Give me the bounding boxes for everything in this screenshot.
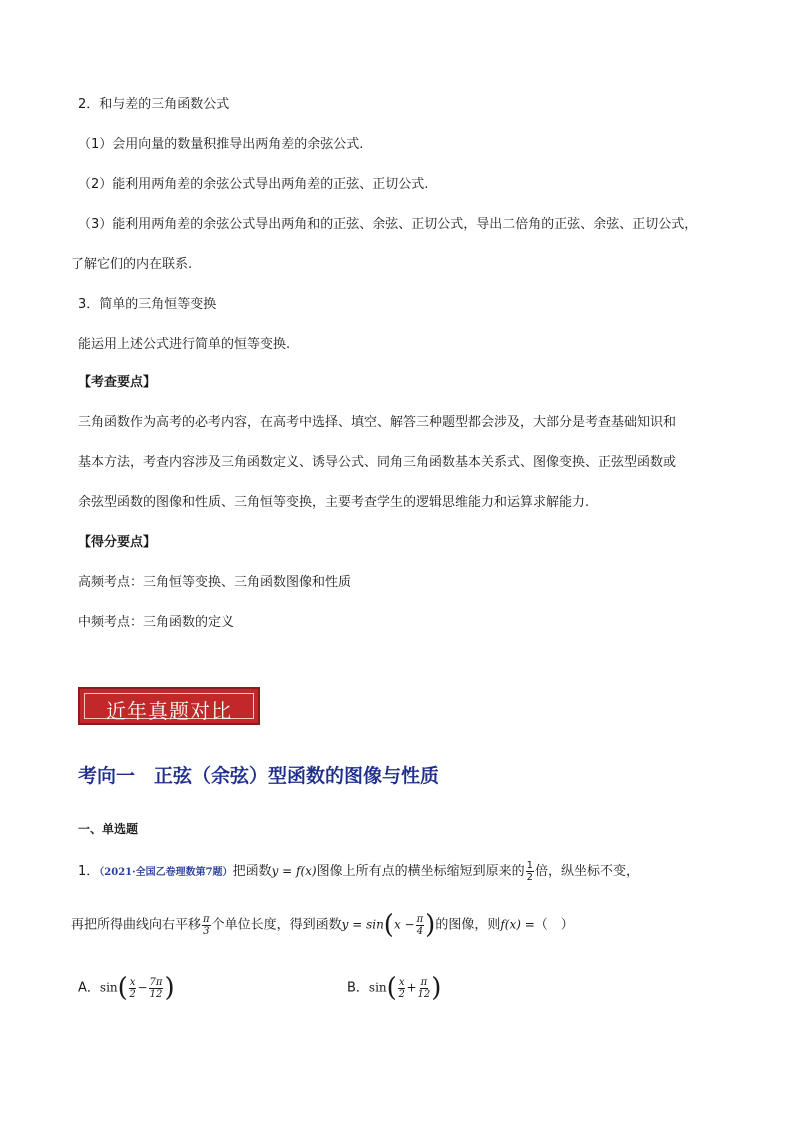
ask-fx: f(x) = [500,917,535,932]
para-exam-1: 三角函数作为高考的必考内容，在高考中选择、填空、解答三种题型都会涉及，大部分是考查基础知识和 [78,415,677,430]
option-a-paren-close: ) [164,973,175,1003]
option-b-n2: π [420,976,428,988]
target-x: x − [393,917,415,932]
high-frequency-points: 高频考点：三角恒等变换、三角函数图像和性质 [78,575,352,590]
question-number: 1． [78,864,100,879]
option-a-label: A． [78,980,100,996]
line-2-1: （1）会用向量的数量积推导出两角差的余弦公式. [78,137,364,152]
fraction-half [526,860,534,883]
paren-open: ( [383,910,394,940]
para-exam-3: 余弦型函数的图像和性质、三角恒等变换，主要考查学生的逻辑思维能力和运算求解能力. [78,495,590,510]
line-2-title: 2．和与差的三角函数公式 [78,97,230,112]
option-a[interactable] [78,975,175,1001]
q-text-6: 的图像，则 [435,917,501,933]
option-a-paren-open: ( [117,973,128,1003]
option-a-sin: sin [99,980,118,995]
target-den: 4 [416,925,424,937]
q-text-3: 倍，纵坐标不变， [535,864,640,879]
shift-num: π [203,913,210,925]
section-label: 一、单选题 [78,822,139,836]
banner-text: 近年真题对比 [106,699,232,723]
option-b-frac-2 [418,977,431,1000]
para-exam-2: 基本方法，考查内容涉及三角函数定义、诱导公式、同角三角函数基本关系式、图像变换、正弦型函数或 [78,455,677,470]
question-line-2 [71,912,574,938]
tag-exam-points: 【考查要点】 [78,375,157,390]
option-b-frac-1 [398,977,406,1000]
option-a-n1: x [129,976,136,988]
q-text-5: 个单位长度，得到函数 [211,917,342,933]
option-a-d1: 2 [129,988,136,1000]
topic-heading: 考向一 正弦（余弦）型函数的图像与性质 [78,765,440,787]
mid-frequency-points: 中频考点：三角函数的定义 [78,615,235,630]
half-den: 2 [526,872,534,883]
option-b-paren-open: ( [386,973,397,1003]
q-text-2: 图像上所有点的横坐标缩短到原来的 [316,864,525,879]
shift-den: 3 [203,925,210,937]
section-banner [78,687,260,725]
option-a-n2: 7π [149,976,163,988]
option-a-frac-2 [149,977,164,1000]
option-b-d2: 12 [417,988,431,1000]
line-2-2: （2）能利用两角差的余弦公式导出两角差的正弦、正切公式. [78,177,429,192]
question-line-1 [78,860,639,883]
line-3-title: 3．简单的三角恒等变换 [78,297,217,312]
paren-close: ) [425,910,436,940]
target-num: π [416,913,424,925]
line-2-3: （3）能利用两角差的余弦公式导出两角和的正弦、余弦、正切公式，导出二倍角的正弦、余弦、正切公式， [78,217,698,232]
option-b-d1: 2 [398,988,405,1000]
half-num: 1 [526,860,534,871]
tag-score-points: 【得分要点】 [78,535,157,550]
option-a-frac-1 [129,977,137,1000]
line-2-3-cont: 了解它们的内在联系. [71,257,193,272]
option-a-op: − [137,980,148,995]
option-b-label: B． [347,980,369,996]
line-3-body: 能运用上述公式进行简单的恒等变换. [78,337,291,352]
fraction-shift [202,914,211,937]
fraction-target [416,914,425,937]
option-b-op: + [406,980,417,995]
q-function-fx: y = f(x) [271,864,317,878]
answer-blank: （ ） [534,917,574,933]
option-b-sin: sin [368,980,387,995]
target-lhs: y = sin [341,917,384,932]
question-source: （2021·全国乙卷理数第7题） [99,867,233,878]
q-text-1: 把函数 [232,864,272,879]
q-text-4: 再把所得曲线向右平移 [71,917,202,933]
option-b[interactable] [347,975,441,1001]
option-a-d2: 12 [149,988,163,1000]
option-b-n1: x [398,976,405,988]
option-b-paren-close: ) [431,973,442,1003]
